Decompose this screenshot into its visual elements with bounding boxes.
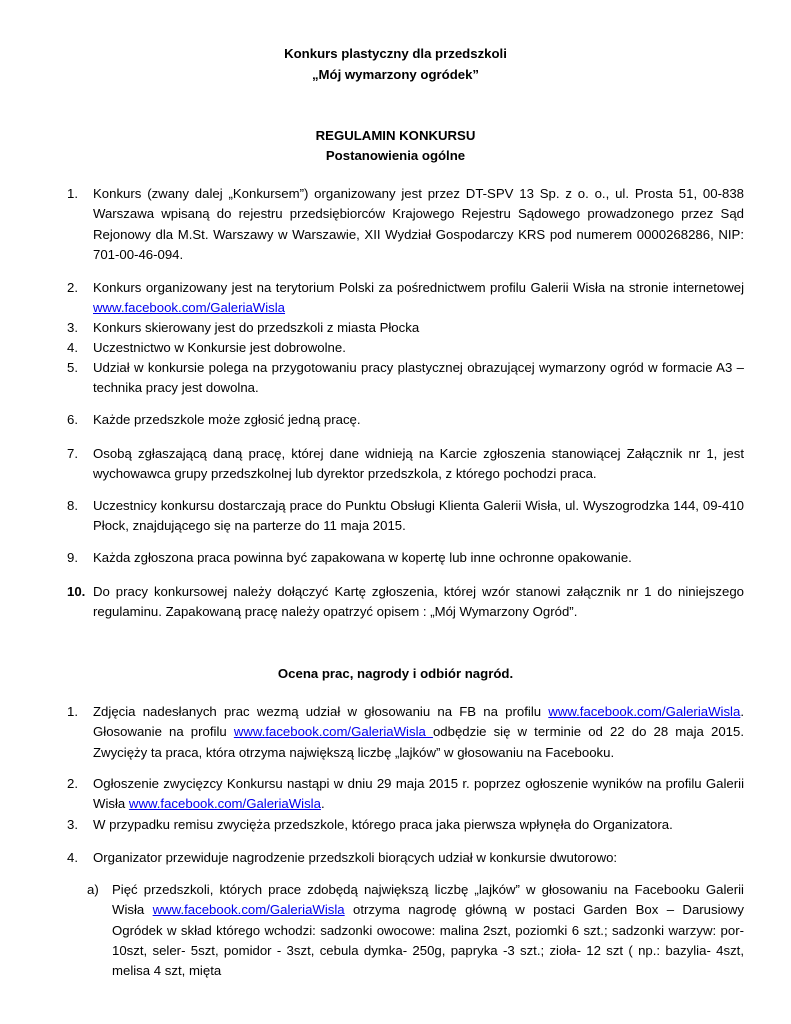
section-heading-evaluation: Ocena prac, nagrody i odbiór nagród.	[277, 666, 514, 681]
list-text-content: Ogłoszenie zwycięzcy Konkursu nastąpi w dniu 29 maja 2015 r. poprzez ogłoszenie wyników na profilu Galerii Wisła	[93, 776, 744, 812]
list-number: 2.	[67, 280, 78, 295]
list-number: 6.	[67, 412, 78, 427]
list-text: Konkurs skierowany jest do przedszkoli z miasta Płocka	[93, 320, 420, 335]
list-number: 9.	[67, 550, 78, 565]
list-text: Każde przedszkole może zgłosić jedną pracę.	[93, 412, 361, 427]
regulations-heading: REGULAMIN KONKURSU	[315, 128, 476, 143]
list-item	[67, 278, 744, 319]
document-title: Konkurs plastyczny dla przedszkoli	[284, 46, 507, 61]
list-text	[93, 774, 744, 815]
list-text: Organizator przewiduje nagrodzenie przedszkoli biorących udział w konkursie dwutorowo:	[93, 850, 618, 865]
facebook-link[interactable]: www.facebook.com/GaleriaWisla	[128, 796, 321, 812]
list-number: 7.	[67, 446, 78, 461]
list-item	[67, 338, 744, 358]
list-item	[67, 318, 744, 338]
list-text-content: Pięć przedszkoli, których prace zdobędą największą liczbę „lajków” w głosowaniu na Facebooku Galerii Wisła	[112, 882, 744, 918]
list-item	[67, 184, 744, 265]
list-number: 10.	[67, 584, 86, 599]
list-text: Uczestnicy konkursu dostarczają prace do Punktu Obsługi Klienta Galerii Wisła, ul. Wyszogrodzka 144, 09-410 Płock, znajdującego się na parterze do 11 maja 2015.	[93, 498, 744, 534]
list-text: Osobą zgłaszającą daną pracę, której dane widnieją na Karcie zgłoszenia stanowiącej Załącznik nr 1, jest wychowawca grupy przedszkolnej lub dyrektor przedszkola, z którego pochodzi praca.	[93, 446, 744, 482]
list-number: 5.	[67, 360, 78, 375]
list-item	[67, 496, 744, 537]
list-text	[93, 278, 744, 319]
list-text: W przypadku remisu zwycięża przedszkole, którego praca jaka pierwsza wpłynęła do Organizatora.	[93, 817, 673, 832]
list-number: 4.	[67, 850, 78, 865]
list-text: Uczestnictwo w Konkursie jest dobrowolne.	[93, 340, 346, 355]
list-text: Do pracy konkursowej należy dołączyć Kartę zgłoszenia, której wzór stanowi załącznik nr 1 do niniejszego regulaminu. Zapakowaną pracę należy opatrzyć opisem : „Mój Wymarzony Ogród”.	[93, 584, 744, 620]
sub-list-item	[87, 880, 744, 981]
facebook-link[interactable]: www.facebook.com/GaleriaWisla	[233, 724, 433, 740]
list-text-content: Konkurs organizowany jest na terytorium Polski za pośrednictwem profilu Galerii Wisła na stronie internetowej	[93, 280, 744, 295]
list-item	[67, 848, 744, 868]
list-item	[67, 815, 744, 835]
document-subtitle: „Mój wymarzony ogródek”	[311, 67, 480, 82]
list-text: Udział w konkursie polega na przygotowaniu pracy plastycznej obrazującej wymarzony ogród w formacie A3 – technika pracy jest dowolna.	[93, 360, 744, 396]
list-number: 2.	[67, 776, 78, 791]
list-text: Każda zgłoszona praca powinna być zapakowana w kopertę lub inne ochronne opakowanie.	[93, 550, 632, 565]
list-item	[67, 702, 744, 763]
list-text	[112, 880, 744, 981]
sub-list-letter: a)	[87, 882, 99, 897]
list-text-content: Zdjęcia nadesłanych prac wezmą udział w głosowaniu na FB na profilu	[93, 704, 542, 719]
list-item	[67, 582, 744, 623]
list-number: 1.	[67, 186, 78, 201]
list-item	[67, 410, 744, 430]
list-text-content: odbędzie się w terminie od 22 do 28 maja 2015. Zwycięży ta praca, która otrzyma największą liczbę „lajków” w głosowaniu na Facebooku.	[93, 724, 744, 760]
list-item	[67, 358, 744, 399]
facebook-link[interactable]: www.facebook.com/GaleriaWisla	[93, 300, 286, 316]
list-number: 8.	[67, 498, 78, 513]
list-item	[67, 548, 744, 568]
list-text-content: otrzyma nagrodę główną w postaci Garden Box – Darusiowy Ogródek w skład którego wchodzi: sadzonki owocowe: malina 2szt, poziomki 6 szt.; sadzonki warzyw: por- 10szt, seler- 5szt, pomidor - 3szt, cebula dymka- 250g, papryka -3 szt.; zioła- 12 szt ( np.: bazylia- 4szt, melisa 4 szt, mięta	[112, 902, 744, 979]
list-number: 3.	[67, 320, 78, 335]
list-text-content: . Głosowanie na profilu	[93, 704, 744, 740]
list-text-content: .	[320, 796, 325, 812]
list-text	[93, 702, 744, 763]
list-number: 3.	[67, 817, 78, 832]
list-text: Konkurs (zwany dalej „Konkursem”) organizowany jest przez DT-SPV 13 Sp. z o. o., ul. Prosta 51, 00-838 Warszawa wpisaną do rejestru przedsiębiorców Krajowego Rejestru Sądowego prowadzonego przez Sąd Rejonowy dla M.St. Warszawy w Warszawie, XII Wydział Gospodarczy KRS pod numerem 0000268286, NIP: 701-00-46-094.	[93, 186, 744, 262]
list-number: 1.	[67, 704, 78, 719]
list-number: 4.	[67, 340, 78, 355]
list-item	[67, 774, 744, 815]
facebook-link[interactable]: www.facebook.com/GaleriaWisla	[152, 902, 345, 918]
facebook-link[interactable]: www.facebook.com/GaleriaWisla	[548, 704, 741, 719]
list-item	[67, 444, 744, 485]
section-heading-general: Postanowienia ogólne	[325, 148, 466, 163]
